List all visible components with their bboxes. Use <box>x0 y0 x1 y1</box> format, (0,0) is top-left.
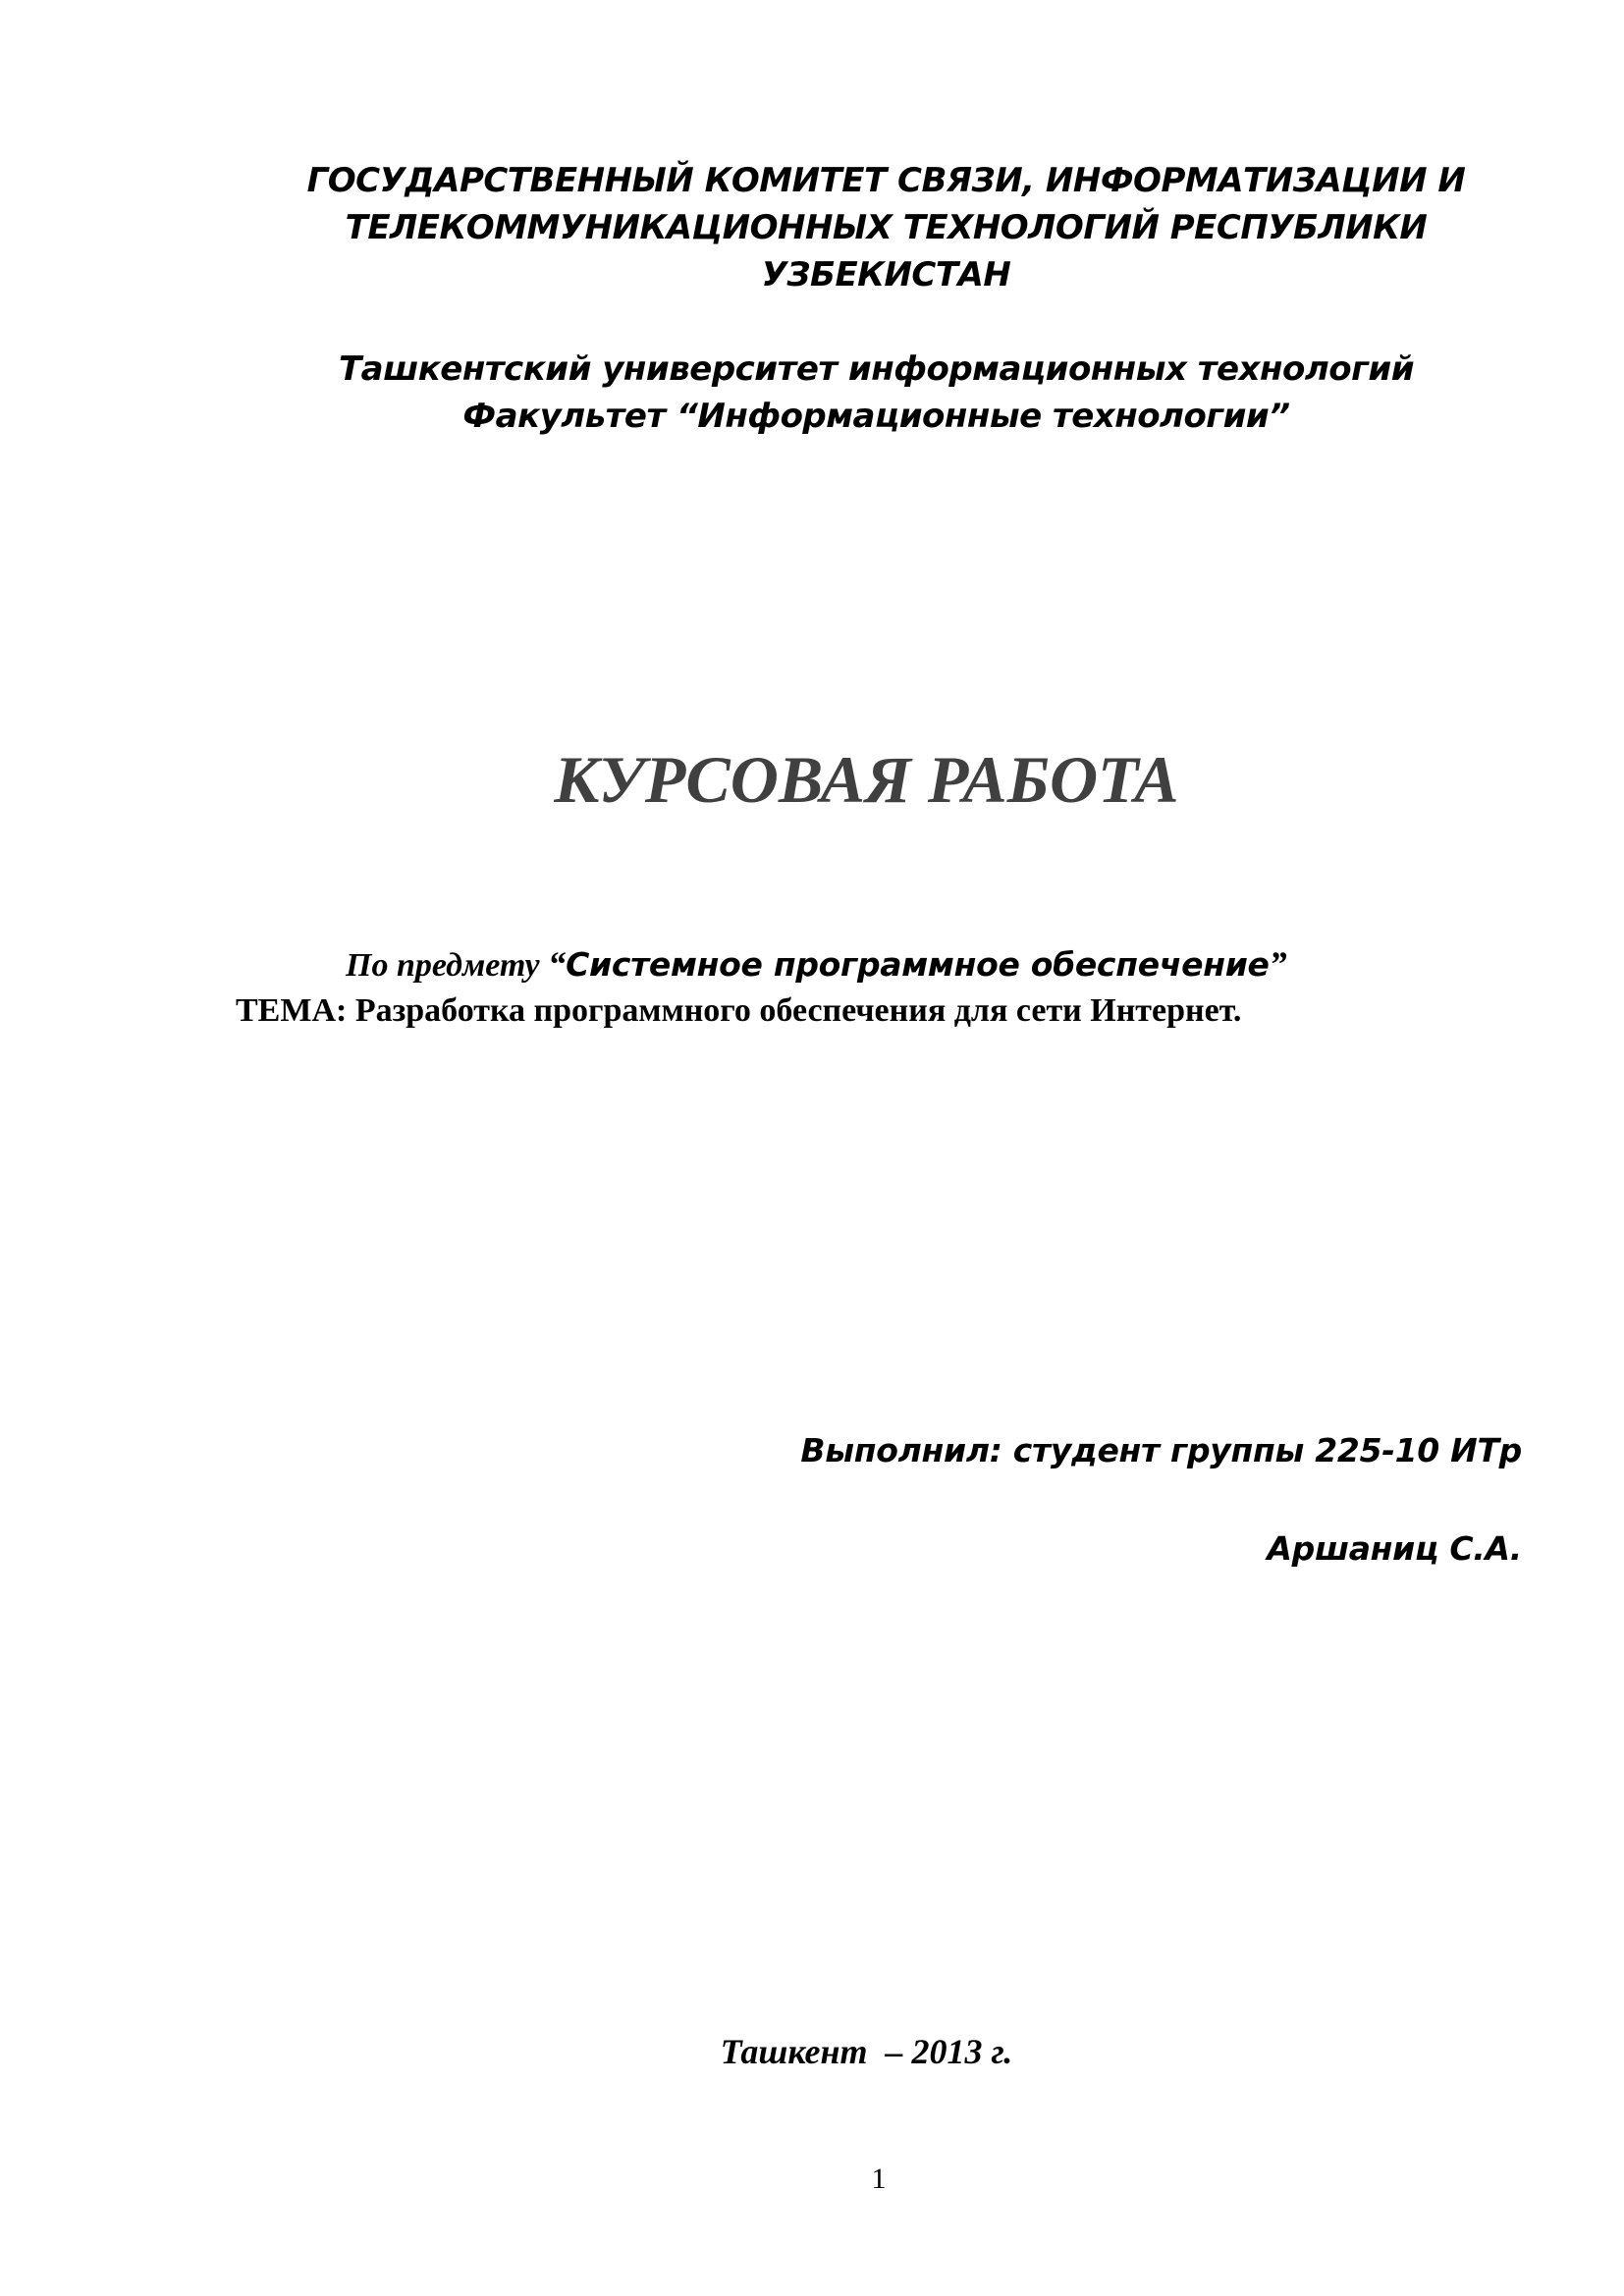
page-number: 1 <box>871 2163 887 2195</box>
ministry-line-1: ГОСУДАРСТВЕННЫЙ КОМИТЕТ СВЯЗИ, ИНФОРМАТИЗАЦИИ И <box>306 161 1466 200</box>
author-name: Аршаниц С.А. <box>1267 1529 1522 1568</box>
subject-prefix: По предмету <box>346 947 549 984</box>
university-name: Ташкентский университет информационных технологий <box>338 349 1415 389</box>
university-block <box>295 346 1458 440</box>
city-year: Ташкент – 2013 г. <box>720 2032 1013 2071</box>
document-title: КУРСОВАЯ РАБОТА <box>554 742 1179 817</box>
ministry-line-3: УЗБЕКИСТАН <box>761 255 1011 294</box>
author-performed-by: Выполнил: студент группы 225-10 ИТр <box>800 1431 1522 1469</box>
topic-line: ТЕМА: Разработка программного обеспечения для сети Интернет. <box>236 992 1242 1029</box>
subject-line <box>346 942 1287 993</box>
faculty-name: Факультет “Информационные технологии” <box>462 397 1290 436</box>
ministry-header <box>304 157 1468 298</box>
subject-close-quote: ” <box>1269 944 1287 984</box>
ministry-line-2: ТЕЛЕКОММУНИКАЦИОННЫХ ТЕХНОЛОГИЙ РЕСПУБЛИКИ <box>345 208 1428 247</box>
subject-name: Системное программное обеспечение <box>566 945 1270 984</box>
subject-open-quote: “ <box>548 944 567 984</box>
